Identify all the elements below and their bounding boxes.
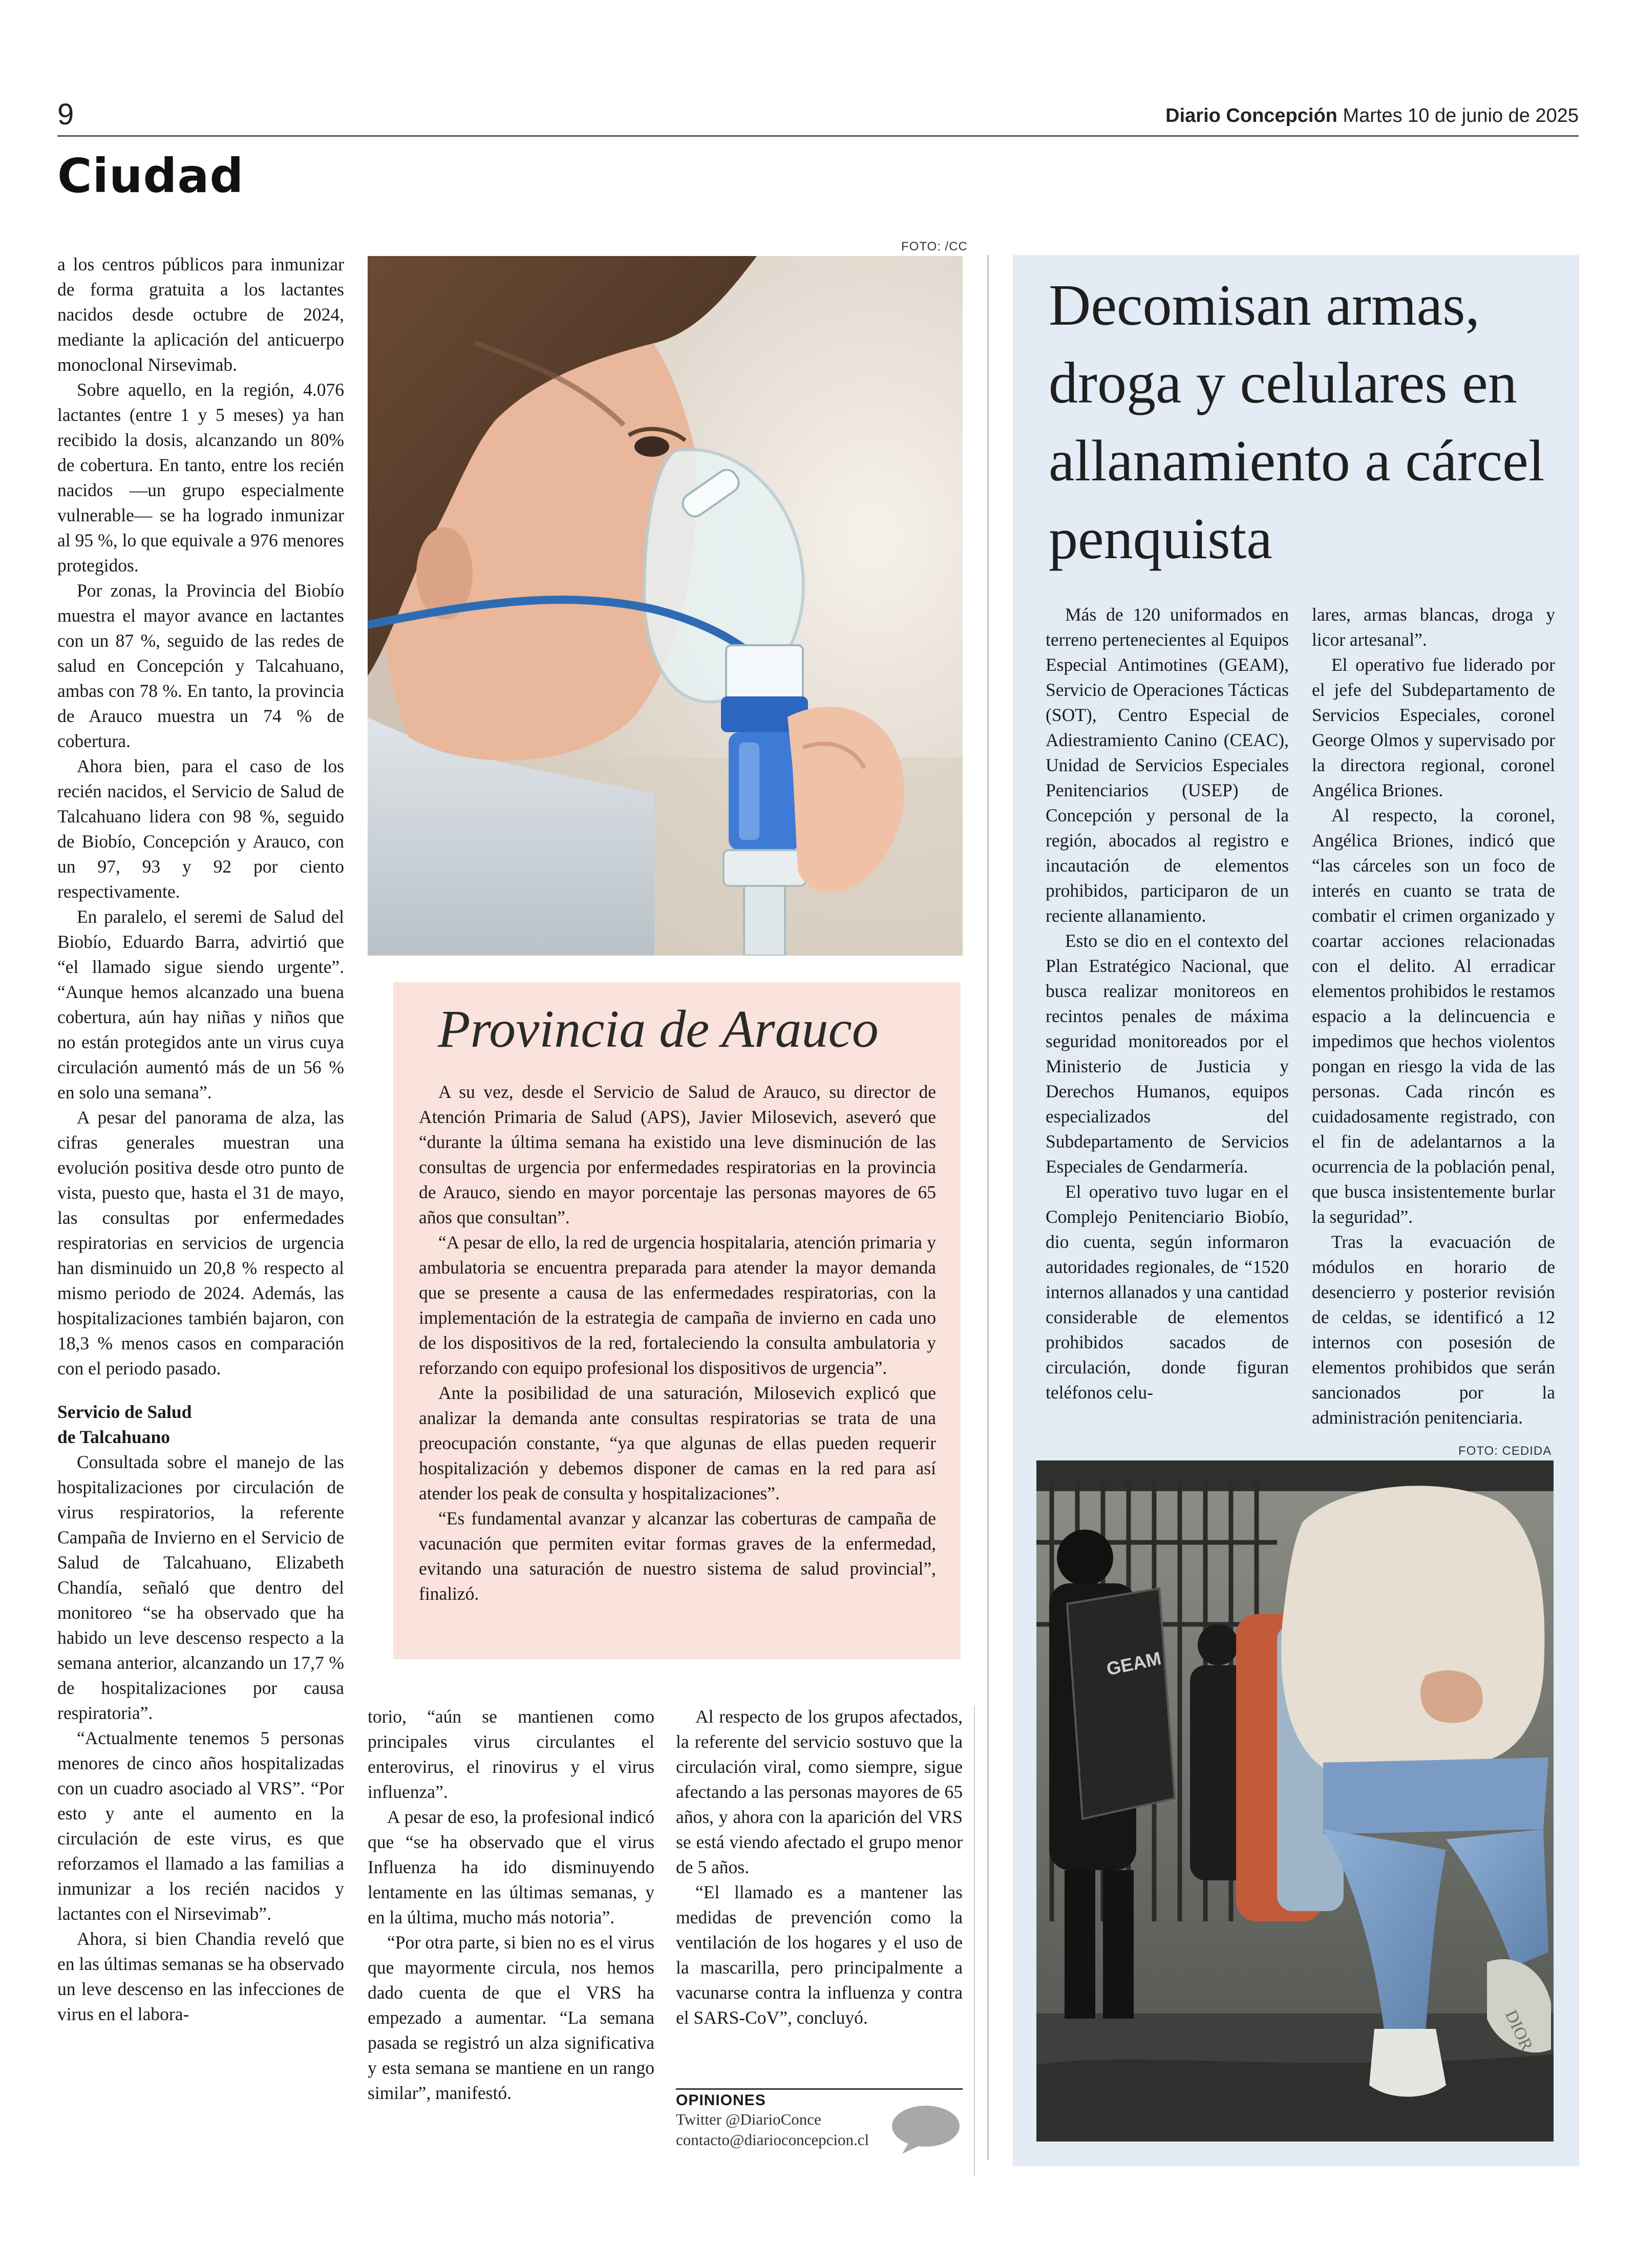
- paragraph: Al respecto de los grupos afectados, la referente del servicio sostuvo que la circulación viral, como siempre, sigue afectando a las personas mayores de 65 años, y ahora con la aparición del VRS se está viendo afectado el grupo menor de 5 años.: [676, 1706, 963, 1877]
- paragraph: Ante la posibilidad de una saturación, Milosevich explicó que analizar la demanda ante consultas respiratorias se trata de una preocupación constante, “ya que algunas de ellas pueden requerir hospitalización y debemos disponer de camas en la red para así atender los peak de consulta y hospitalizaciones”.: [419, 1383, 936, 1503]
- paragraph: a los centros públicos para inmunizar de forma gratuita a los lactantes nacidos desde octubre de 2024, mediante la aplicación del anticuerpo monoclonal Nirsevimab.: [57, 254, 344, 375]
- paragraph: “Actualmente tenemos 5 personas menores de cinco años hospitalizadas con un cuadro asociado al VRS”. “Por esto y ante el aumento en la circulación de este virus, es que reforzamos el llamado a las familias a inmunizar a los recién nacidos y lactantes con el Nirsevimab”.: [57, 1728, 344, 1924]
- opiniones-twitter[interactable]: Twitter @DiarioConce: [676, 2110, 821, 2128]
- paragraph: torio, “aún se mantienen como principales virus circulantes el enterovirus, el rinovirus y el virus influenza”.: [368, 1706, 654, 1802]
- paragraph: “El llamado es a mantener las medidas de prevención como la ventilación de los hogares y el uso de la mascarilla, pero principalmente a vacunarse contra la influenza y contra el SARS-CoV”, concluyó.: [676, 1882, 963, 2028]
- paragraph: Por zonas, la Provincia del Biobío muestra el mayor avance en lactantes con un 87 %, seguido de las redes de salud en Concepción y Talcahuano, ambas con 78 %. En tanto, la provincia de Arauco muestra un 74 % de cobertura.: [57, 580, 344, 751]
- paragraph: Tras la evacuación de módulos en horario de desencierro y posterior revisión de celdas, se identificó a 12 internos con posesión de elementos prohibidos que serán sancionados por la administración penitenciaria.: [1312, 1232, 1555, 1428]
- masthead: [1165, 105, 1579, 127]
- paragraph: lares, armas blancas, droga y licor artesanal”.: [1312, 604, 1555, 650]
- paragraph: Ahora bien, para el caso de los recién nacidos, el Servicio de Salud de Talcahuano lidera con 98 %, seguido de Biobío, Concepción y Arauco, con un 97, 93 y 92 por ciento respectivamente.: [57, 756, 344, 902]
- subhead: [57, 1400, 344, 1450]
- page-number: 9: [57, 98, 74, 131]
- paragraph: Sobre aquello, en la región, 4.076 lactantes (entre 1 y 5 meses) ya han recibido la dosis, alcanzando un 80% de cobertura. En tanto, entre los recién nacidos —un grupo especialmente vulnerable— se ha logrado inmunizar al 95 %, lo que equivale a 976 menores protegidos.: [57, 379, 344, 576]
- subhead-line: Servicio de Salud: [57, 1402, 192, 1422]
- shoe-label: DIOR: [1501, 2007, 1537, 2054]
- child-nebulizer-photo: [368, 256, 963, 956]
- paragraph: A su vez, desde el Servicio de Salud de Arauco, su director de Atención Primaria de Salud (APS), Javier Milosevich, aseveró que “durante la última semana ha existido una leve disminución de las consultas de urgencia por enfermedades respiratorias en la provincia de Arauco, siendo en mayor porcentaje las personas mayores de 65 años que consultan”.: [419, 1082, 936, 1227]
- paragraph: Ahora, si bien Chandia reveló que en las últimas semanas se ha observado un leve descenso en las infecciones de virus en el labora-: [57, 1928, 344, 2024]
- paragraph: En paralelo, el seremi de Salud del Biobío, Eduardo Barra, advirtió que “el llamado sigue siendo urgente”. “Aunque hemos alcanzado una buena cobertura, aún hay niñas y niños que no están protegidos ante un virus cuya circulación aumentó más de un 56 % en solo una semana”.: [57, 906, 344, 1103]
- speech-bubble-icon: [890, 2104, 962, 2157]
- header-rule: [57, 135, 1579, 137]
- paragraph: El operativo tuvo lugar en el Complejo Penitenciario Biobío, dio cuenta, según informaron autoridades regionales, de “1520 internos allanados y una cantidad considerable de elementos prohibidos sacados de circulación, donde figuran teléfonos celu-: [1046, 1181, 1289, 1403]
- page-divider: [987, 255, 989, 2160]
- article-headline: Decomisan armas, droga y celulares en allanamiento a cárcel penquista: [1049, 272, 1545, 571]
- paragraph: “A pesar de ello, la red de urgencia hospitalaria, atención primaria y ambulatoria se encuentra preparada para atender la mayor demanda que se presente a causa de las enfermedades respiratorias, con la implementación de la estrategia de campaña de invierno en cada uno de los dispositivos de la red, fortaleciendo la consulta ambulatoria y reforzando con equipo profesional los dispositivos de urgencia”.: [419, 1232, 936, 1378]
- issue-date: Martes 10 de junio de 2025: [1343, 105, 1579, 126]
- opiniones-rule: [676, 2088, 963, 2090]
- photo-credit: FOTO: CEDIDA: [1458, 1444, 1552, 1458]
- arauco-box-title: Provincia de Arauco: [438, 1000, 879, 1058]
- paragraph: A pesar de eso, la profesional indicó que “se ha observado que el virus Influenza ha ido disminuyendo lentamente en las últimas semanas, y en la última, mucho más notoria”.: [368, 1807, 654, 1927]
- middle-column-a: [368, 1704, 654, 2106]
- publication-name: Diario Concepción: [1165, 105, 1337, 126]
- column-divider: [974, 1705, 975, 2176]
- arauco-box-text: [419, 1079, 936, 1606]
- left-column: [57, 252, 344, 2027]
- paragraph: Al respecto, la coronel, Angélica Briones, indicó que “las cárceles son un foco de interés en cuanto se trata de combatir el crimen organizado y coartar acciones relacionadas con el delito. Al erradicar elementos prohibidos le restamos espacio a la delincuencia e impedimos que hechos violentos pongan en riesgo la vida de las personas. Cada rincón es cuidadosamente registrado, con el fin de adelantarnos a la ocurrencia de la población penal, que busca insistentemente burlar la seguridad”.: [1312, 805, 1555, 1227]
- paragraph: “Es fundamental avanzar y alcanzar las coberturas de campaña de vacunación que permiten evitar formas graves de la enfermedad, evitando una saturación de nuestro sistema de salud provincial”, finalizó.: [419, 1508, 936, 1604]
- paragraph: Consultada sobre el manejo de las hospitalizaciones por circulación de virus respiratorios, la referente Campaña de Invierno en el Servicio de Salud de Talcahuano, Elizabeth Chandía, señaló que dentro del monitoreo “se ha observado que ha habido un leve descenso respecto a la semana anterior, alcanzando un 17,7 % de hospitalizaciones por causa respiratoria”.: [57, 1452, 344, 1723]
- prison-raid-photo: [1036, 1460, 1554, 2142]
- shield-label: GEAM: [1104, 1647, 1163, 1680]
- opiniones-email[interactable]: contacto@diarioconcepcion.cl: [676, 2131, 869, 2149]
- child-nebulizer-illustration: [368, 256, 963, 956]
- photo-credit: FOTO: /CC: [901, 240, 968, 253]
- subhead-line: de Talcahuano: [57, 1427, 171, 1447]
- paragraph: A pesar del panorama de alza, las cifras generales muestran una evolución positiva desde otro punto de vista, puesto que, hasta el 31 de mayo, las consultas por enfermedades respiratorias en servicios de urgencia han disminuido un 20,8 % respecto al mismo periodo de 2024. Además, las hospitalizaciones también bajaron, con 18,3 % menos casos en comparación con el periodo pasado.: [57, 1107, 344, 1379]
- paragraph: “Por otra parte, si bien no es el virus que mayormente circula, nos hemos dado cuenta de que el VRS ha empezado a aumentar. “La semana pasada se registró un alza significativa y esta semana se mantiene en un rango similar”, manifestó.: [368, 1932, 654, 2103]
- paragraph: Esto se dio en el contexto del Plan Estratégico Nacional, que busca realizar monitoreos en recintos penales de máxima seguridad monitoreados por el Ministerio de Justicia y Derechos Humanos, equipos especializados del Subdepartamento de Servicios Especiales de Gendarmería.: [1046, 930, 1289, 1177]
- paragraph: El operativo fue liderado por el jefe del Subdepartamento de Servicios Especiales, coronel George Olmos y supervisado por la directora regional, coronel Angélica Briones.: [1312, 654, 1555, 800]
- section-title: Ciudad: [57, 149, 244, 203]
- right-column-2: [1312, 602, 1555, 1430]
- prison-raid-illustration: [1036, 1460, 1554, 2142]
- middle-column-b: [676, 1704, 963, 2030]
- right-column-1: [1046, 602, 1289, 1405]
- opiniones-title: OPINIONES: [676, 2092, 766, 2109]
- paragraph: Más de 120 uniformados en terreno pertenecientes al Equipos Especial Antimotines (GEAM), Servicio de Operaciones Tácticas (SOT), Centro Especial de Adiestramiento Canino (CEAC), Unidad de Servicios Especiales Penitenciarios (USEP) de Concepción y personal de la región, abocados al registro e incautación de elementos prohibidos, participaron de un reciente allanamiento.: [1046, 604, 1289, 926]
